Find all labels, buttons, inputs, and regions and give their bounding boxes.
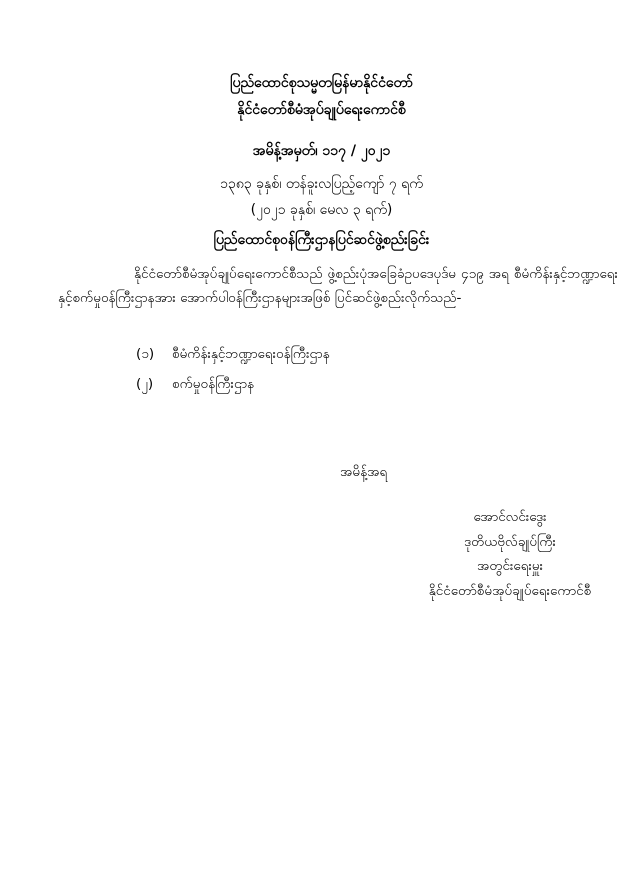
- list-item: [136, 375, 254, 395]
- body-paragraph: နိုင်ငံတော်စီမံအုပ်ချုပ်ရေးကောင်စီသည် ဖွဲ့စည်းပုံအခြေခံဥပဒေပုဒ်မ ၄၁၉ အရ စီမံကိန်းနှင့်ဘဏ္ဍာရေးနှင့်စက်မှုဝန်ကြီးဌာနအား အောက်ပါဝန်ကြီးဌာနများအဖြစ် ပြင်ဆင်ဖွဲ့စည်းလိုက်သည်-: [58, 266, 618, 306]
- signatory-name: အောင်လင်းဒွေး: [473, 509, 547, 525]
- signatory-organization: နိုင်ငံတော်စီမံအုပ်ချုပ်ရေးကောင်စီ: [428, 583, 592, 599]
- list-item-text: စီမံကိန်းနှင့်ဘဏ္ဍာရေးဝန်ကြီးဌာန: [172, 346, 330, 362]
- list-item-number: (၂): [136, 376, 154, 392]
- date-myanmar: ၁၃၈၃ ခုနှစ်၊ တန်ခူးလပြည့်ကျော် ၇ ရက်: [220, 176, 423, 192]
- subject-title: ပြည်ထောင်စုဝန်ကြီးဌာနပြင်ဆင်ဖွဲ့စည်းခြင်း: [213, 232, 430, 248]
- list-item: [136, 345, 330, 365]
- header-country: ပြည်ထောင်စုသမ္မတမြန်မာနိုင်ငံတော်: [230, 75, 413, 91]
- header-council: နိုင်ငံတော်စီမံအုပ်ချုပ်ရေးကောင်စီ: [237, 102, 406, 118]
- signatory-title: အတွင်းရေးမှူး: [476, 558, 544, 574]
- date-gregorian: (၂၀၂၁ ခုနှစ်၊ မေလ ၃ ရက်): [250, 202, 393, 218]
- signatory-rank: ဒုတိယဗိုလ်ချုပ်ကြီး: [464, 534, 556, 550]
- list-item-number: (၁): [136, 346, 155, 362]
- order-number: အမိန့်အမှတ်၊ ၁၁၇ / ၂၀၂၁: [252, 143, 391, 159]
- list-item-text: စက်မှုဝန်ကြီးဌာန: [172, 376, 255, 392]
- by-order-text: အမိန့်အရ: [340, 464, 388, 480]
